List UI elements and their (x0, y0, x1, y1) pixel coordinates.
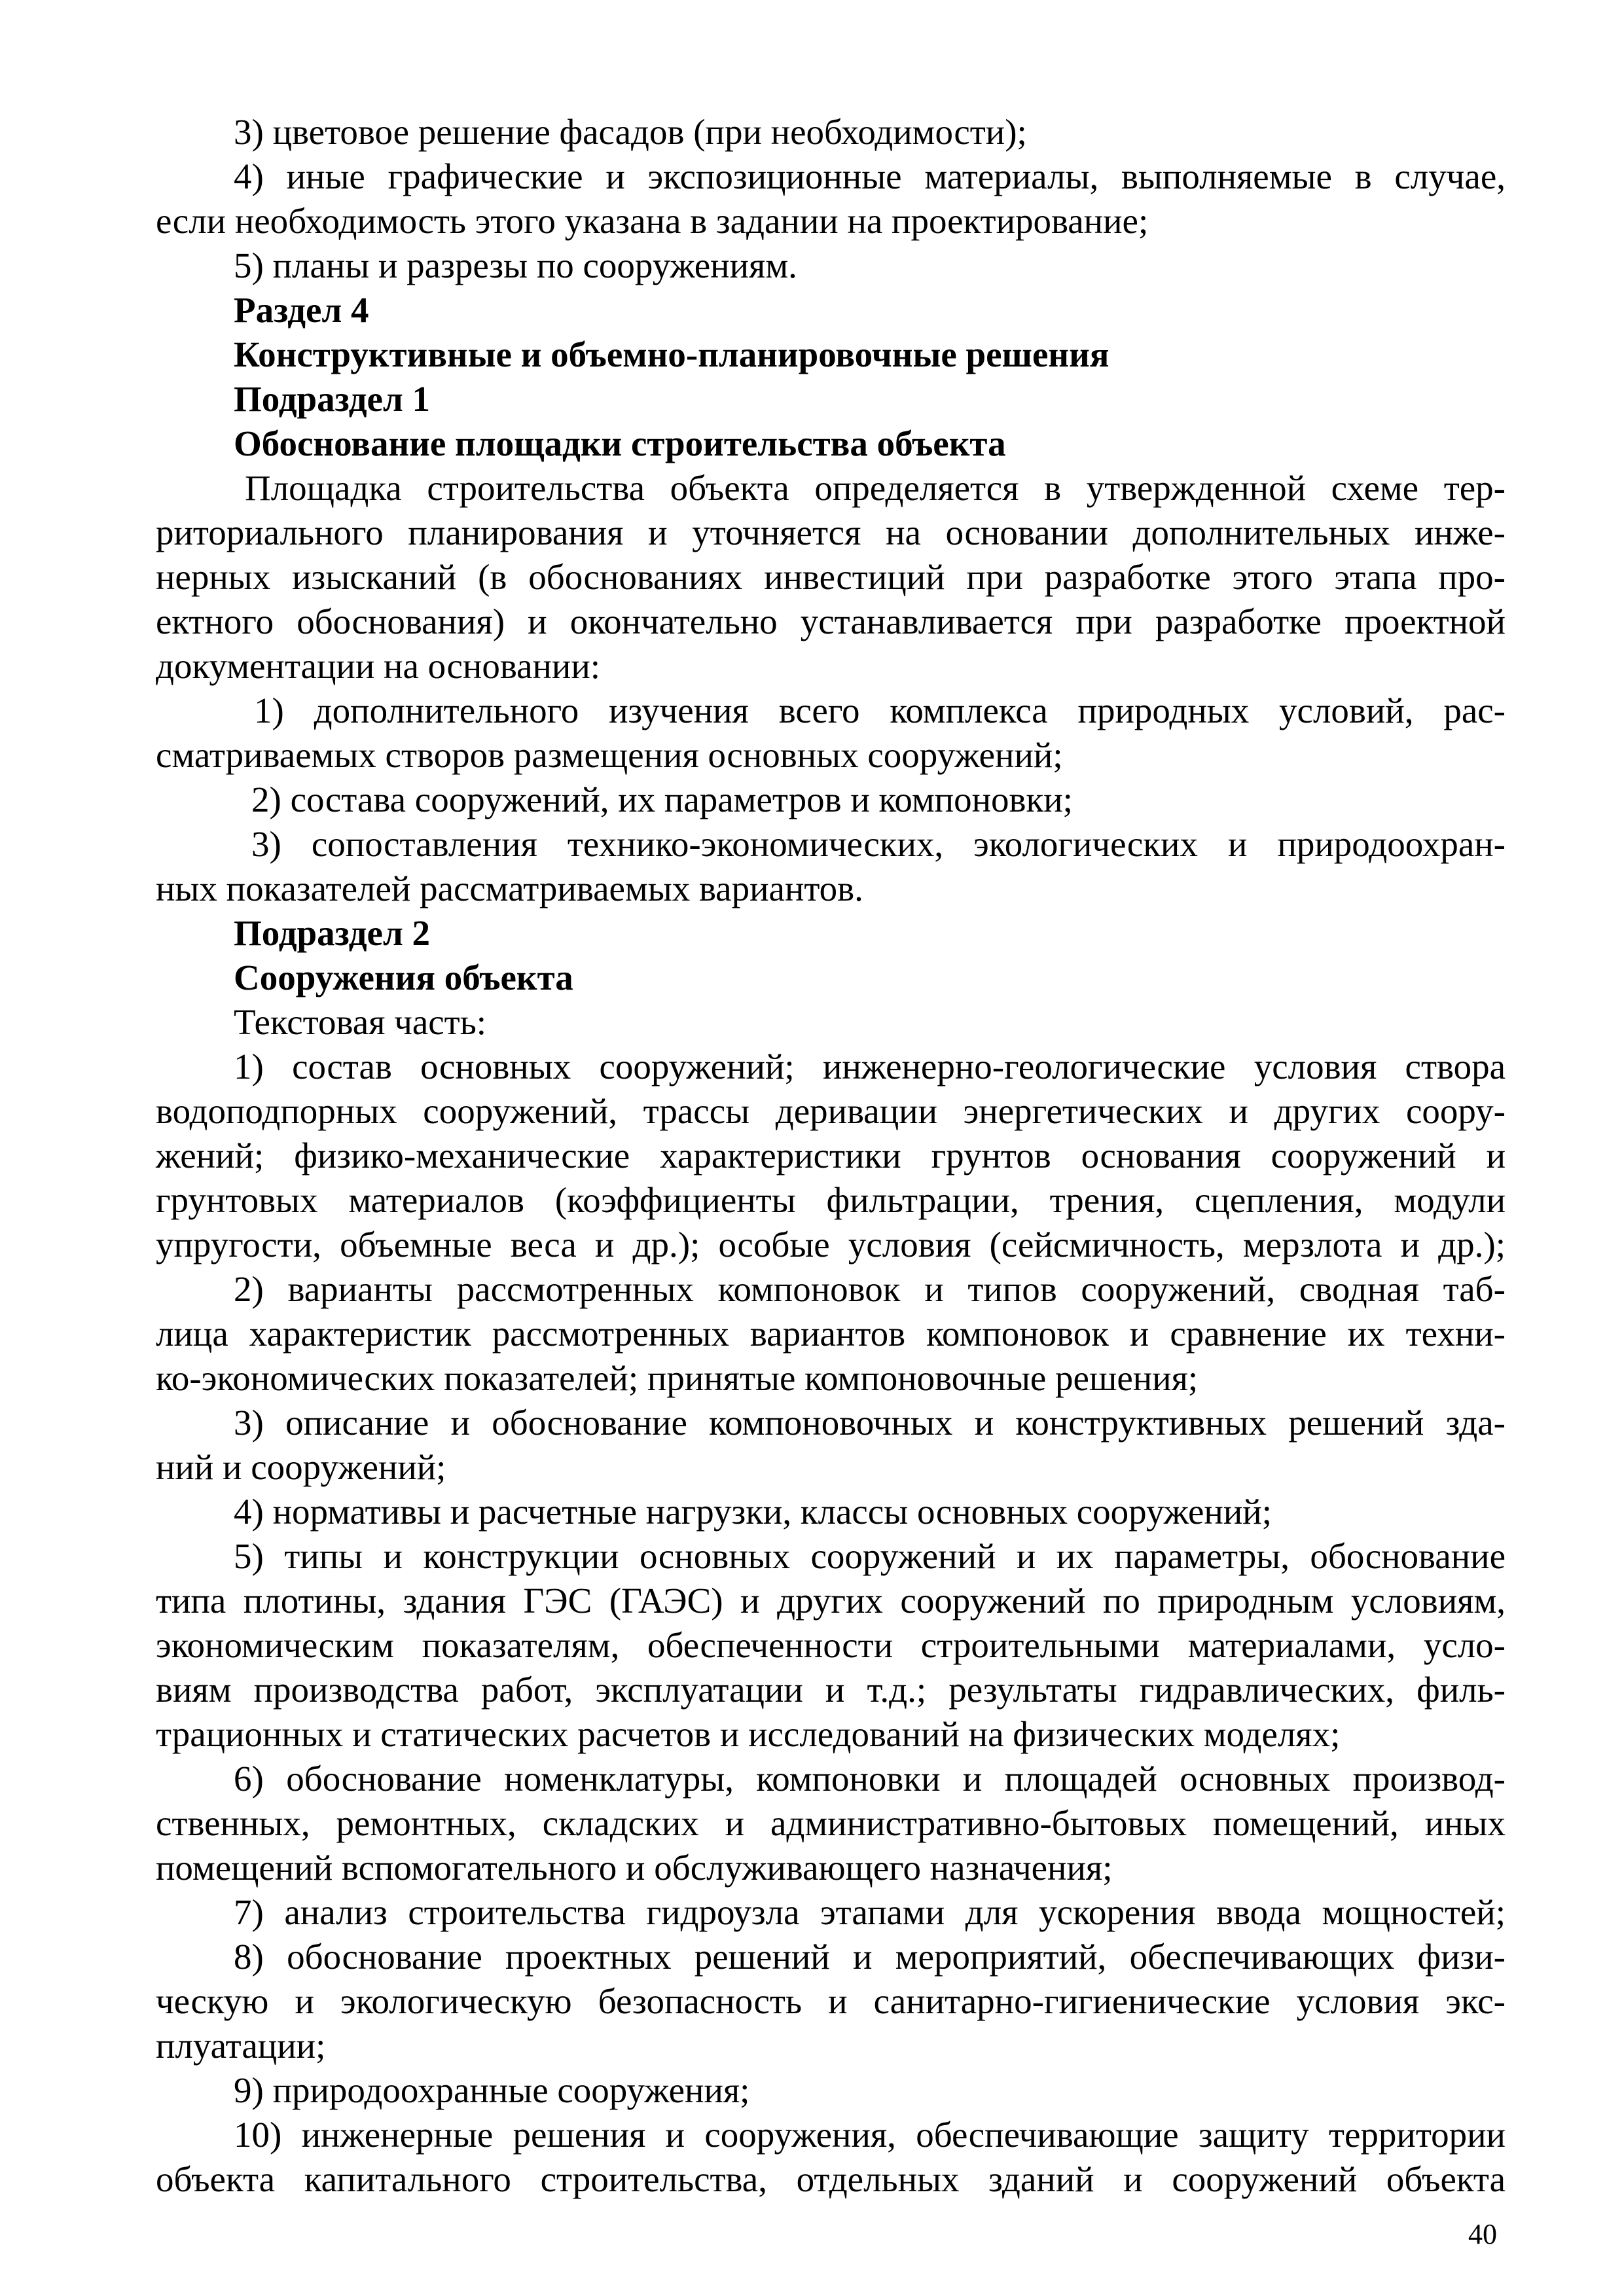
text-line: ний и сооружений; (156, 1447, 446, 1487)
text-line: 6) обоснование номенклатуры, компоновки и площадей основных производ- (234, 1759, 1506, 1799)
text-line: упругости, объемные веса и др.); особые условия (сейсмичность, мерзлота и др.); (156, 1225, 1506, 1265)
text-line: 3) цветовое решение фасадов (при необходимости); (234, 112, 1027, 152)
text-line: трационных и статических расчетов и исследований на физических моделях; (156, 1714, 1341, 1754)
text-line: грунтовых материалов (коэффициенты фильтрации, трения, сцепления, модули (156, 1180, 1506, 1220)
text-line: лица характеристик рассмотренных вариантов компоновок и сравнение их техни- (156, 1314, 1506, 1354)
text-line: 3) описание и обоснование компоновочных и конструктивных решений зда- (234, 1403, 1506, 1443)
text-line: 8) обоснование проектных решений и мероприятий, обеспечивающих физи- (234, 1937, 1506, 1977)
text-line: ко-экономических показателей; принятые компоновочные решения; (156, 1358, 1199, 1398)
text-line: виям производства работ, эксплуатации и т.д.; результаты гидравлических, филь- (156, 1670, 1506, 1710)
text-line: если необходимость этого указана в задании на проектирование; (156, 201, 1149, 241)
text-line: нерных изысканий (в обоснованиях инвестиций при разработке этого этапа про- (156, 557, 1506, 597)
text-line: ственных, ремонтных, складских и административно-бытовых помещений, иных (156, 1803, 1506, 1843)
text-line: 5) планы и разрезы по сооружениям. (234, 245, 797, 285)
text-line: 2) варианты рассмотренных компоновок и типов сооружений, сводная таб- (234, 1269, 1506, 1309)
section-heading: Раздел 4 (234, 290, 369, 330)
text-line: Площадка строительства объекта определяется в утвержденной схеме тер- (245, 468, 1506, 508)
text-line: документации на основании: (156, 646, 601, 686)
text-line: ектного обоснования) и окончательно устанавливается при разработке проектной (156, 601, 1506, 641)
document-page (156, 110, 1506, 2202)
text-line: 1) состав основных сооружений; инженерно-геологические условия створа (234, 1047, 1506, 1086)
text-line: сматриваемых створов размещения основных сооружений; (156, 735, 1063, 775)
page-number: 40 (1468, 2218, 1497, 2250)
text-line: экономическим показателям, обеспеченности строительными материалами, усло- (156, 1625, 1506, 1665)
text-line: 4) иные графические и экспозиционные материалы, выполняемые в случае, (234, 156, 1506, 196)
text-line: 2) состава сооружений, их параметров и компоновки; (251, 780, 1073, 819)
subsection-title: Обоснование площадки строительства объекта (234, 423, 1006, 463)
section-title: Конструктивные и объемно-планировочные решения (234, 334, 1110, 374)
text-line: жений; физико-механические характеристики грунтов основания сооружений и (156, 1136, 1506, 1175)
subsection-heading: Подраздел 2 (234, 913, 431, 953)
text-line: Текстовая часть: (234, 1002, 487, 1042)
subsection-heading: Подраздел 1 (234, 379, 431, 419)
text-line: 4) нормативы и расчетные нагрузки, классы основных сооружений; (234, 1492, 1272, 1532)
text-line: помещений вспомогательного и обслуживающего назначения; (156, 1848, 1113, 1888)
text-line: 10) инженерные решения и сооружения, обеспечивающие защиту территории (234, 2115, 1506, 2155)
text-line: 7) анализ строительства гидроузла этапами для ускорения ввода мощностей; (234, 1892, 1506, 1932)
text-line: 9) природоохранные сооружения; (234, 2070, 750, 2110)
text-line: плуатации; (156, 2026, 326, 2066)
text-line: ческую и экологическую безопасность и санитарно-гигиенические условия экс- (156, 1981, 1506, 2021)
text-line: водоподпорных сооружений, трассы деривации энергетических и других соору- (156, 1091, 1506, 1131)
text-line: типа плотины, здания ГЭС (ГАЭС) и других сооружений по природным условиям, (156, 1581, 1506, 1621)
text-line: риториального планирования и уточняется на основании дополнительных инже- (156, 512, 1506, 552)
text-line: 1) дополнительного изучения всего комплекса природных условий, рас- (254, 691, 1506, 730)
text-line: 3) сопоставления технико-экономических, экологических и природоохран- (251, 824, 1506, 864)
subsection-title: Сооружения объекта (234, 958, 573, 997)
text-line: ных показателей рассматриваемых вариантов. (156, 869, 863, 908)
text-line: 5) типы и конструкции основных сооружений и их параметры, обоснование (234, 1536, 1506, 1576)
text-line: объекта капитального строительства, отдельных зданий и сооружений объекта (156, 2159, 1506, 2199)
